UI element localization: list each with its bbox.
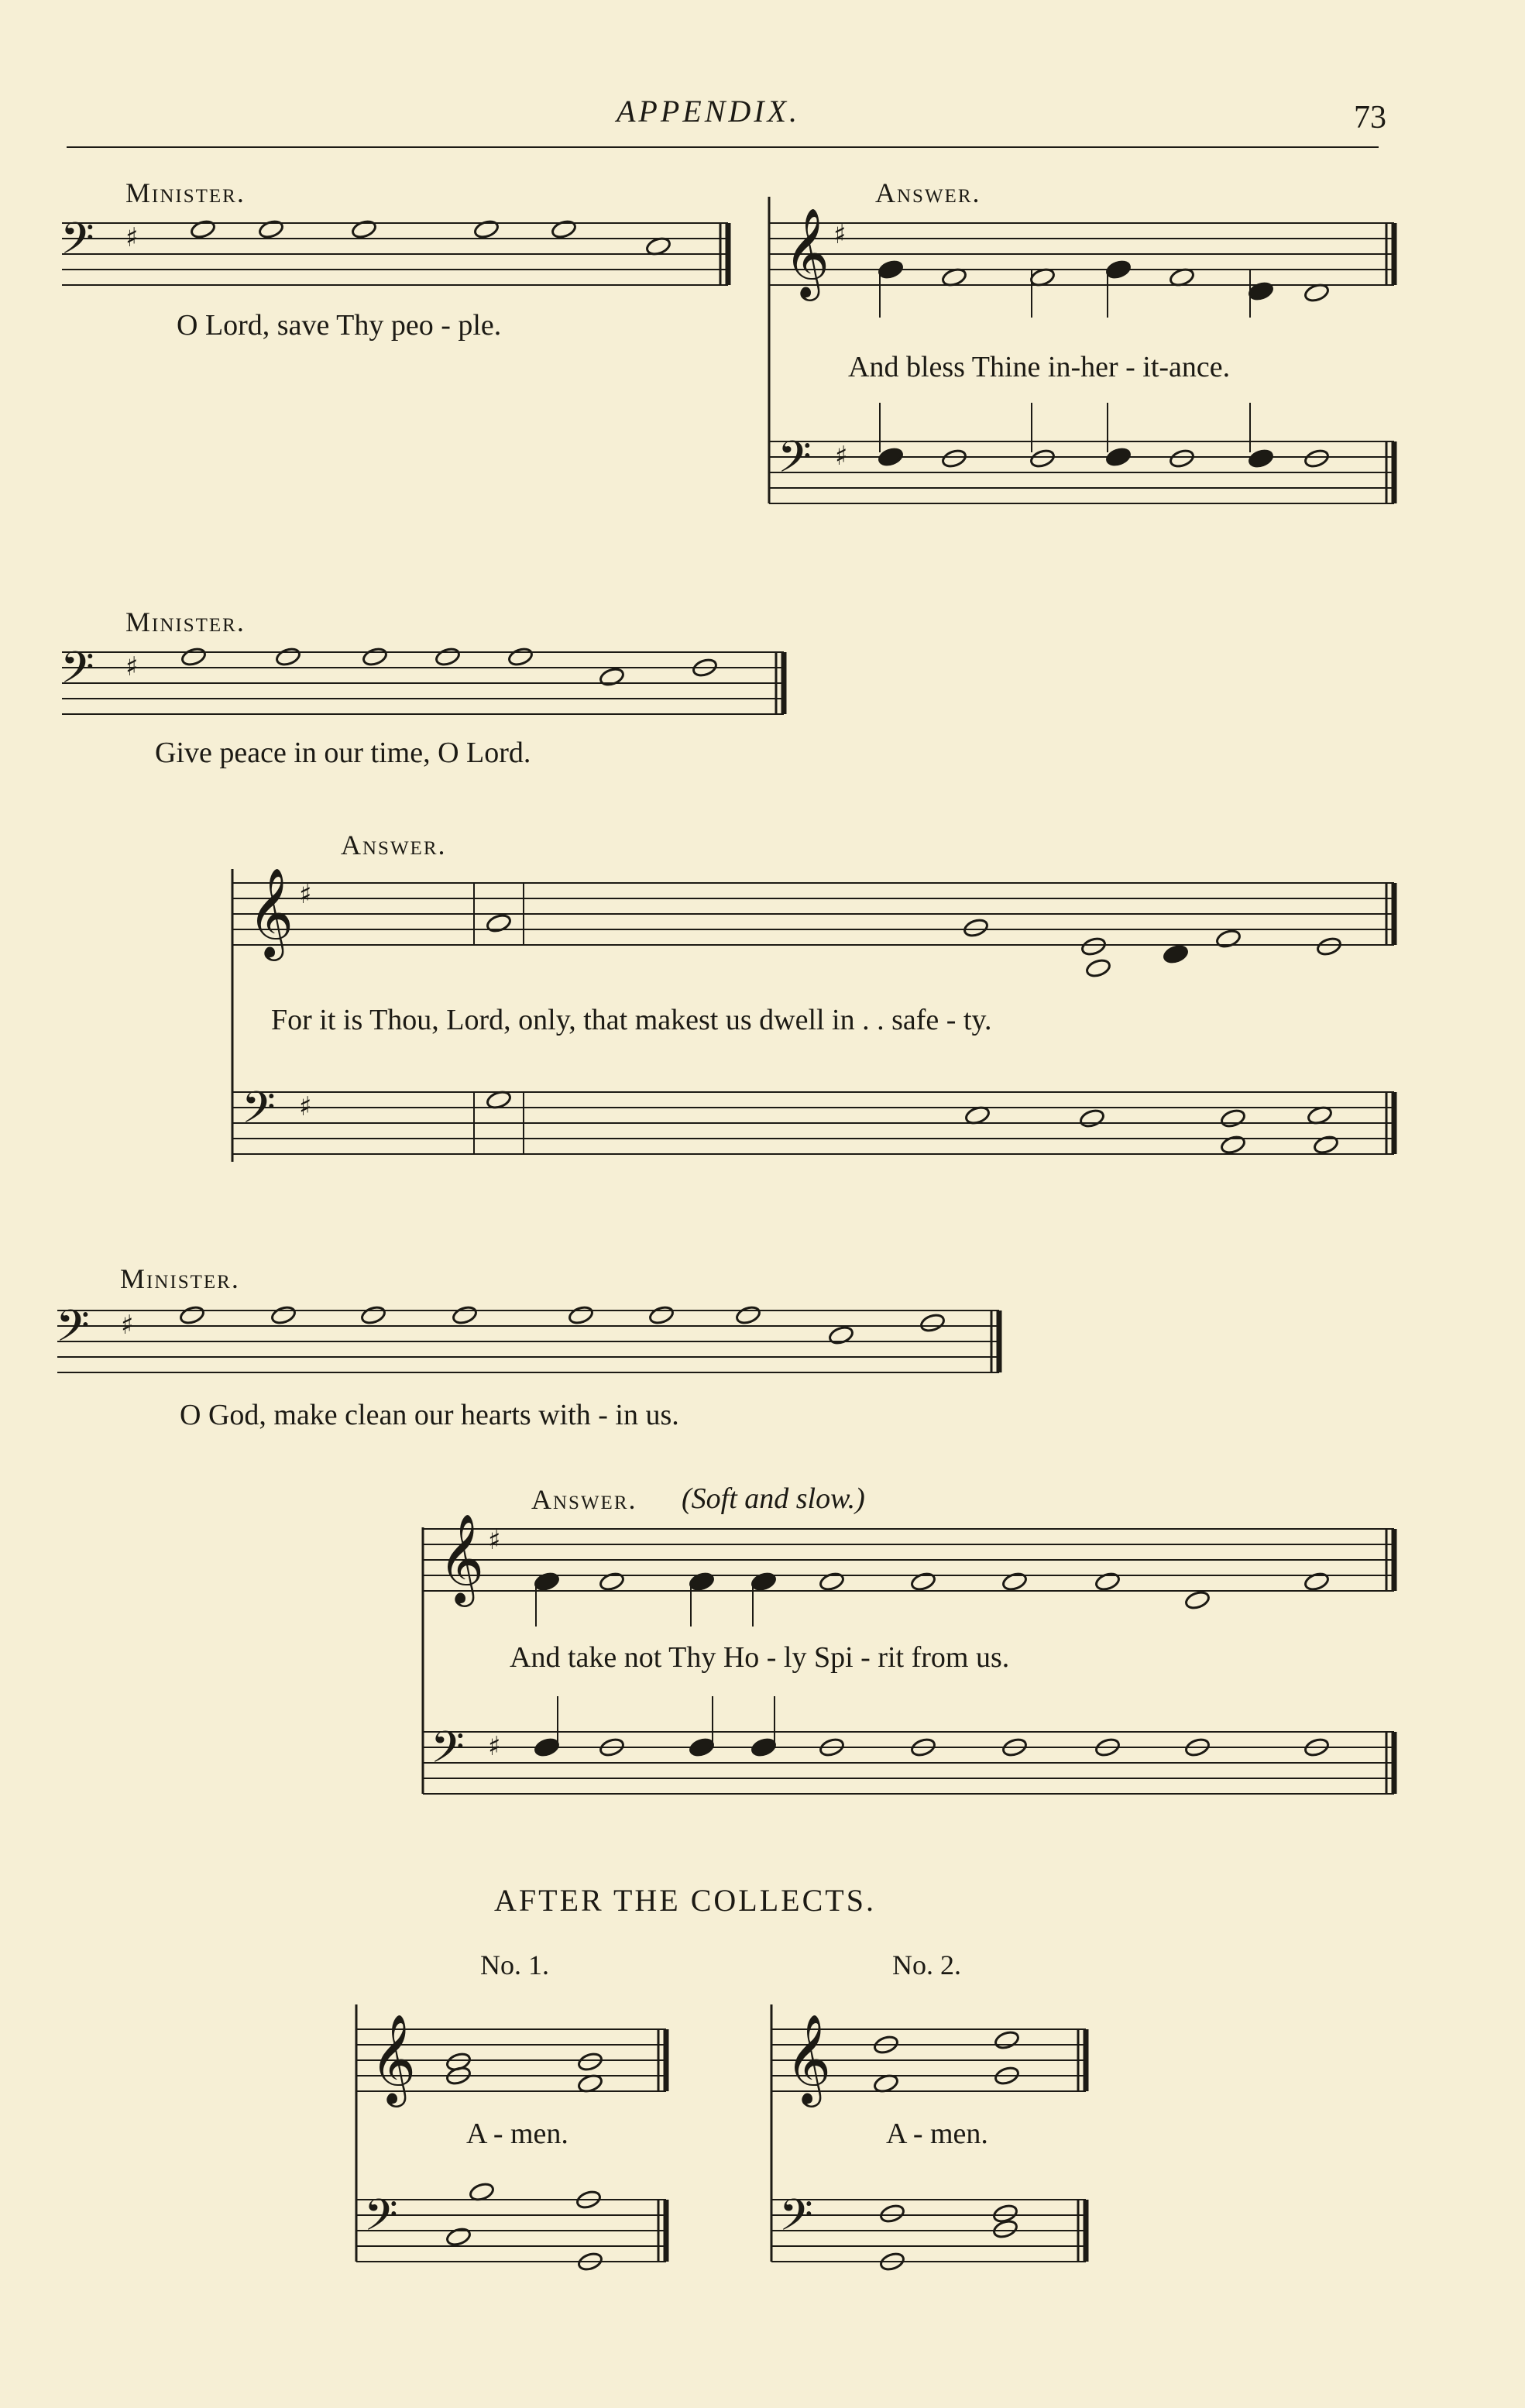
collect-number-1: No. 1. bbox=[480, 1949, 549, 1980]
lyrics-collect-1: A - men. bbox=[466, 2118, 568, 2150]
lyrics-answer-3: And take not Thy Ho - ly Spi - rit from us. bbox=[510, 1641, 1010, 1674]
lyrics-minister-2: Give peace in our time, O Lord. bbox=[155, 737, 531, 769]
section-heading-after-collects: AFTER THE COLLECTS. bbox=[494, 1883, 876, 1918]
key-signature-sharp: ♯ bbox=[299, 879, 312, 910]
whole-note bbox=[362, 646, 388, 667]
quarter-note bbox=[534, 1571, 560, 1592]
whole-note bbox=[1215, 928, 1242, 949]
bass-clef: 𝄢 bbox=[431, 1723, 465, 1784]
whole-note bbox=[270, 1304, 297, 1325]
lyrics-answer-2: For it is Thou, Lord, only, that makest us dwell in . . safe - ty. bbox=[271, 1004, 992, 1036]
quarter-note bbox=[1163, 943, 1189, 964]
lyrics-answer-1: And bless Thine in-her - it-ance. bbox=[848, 351, 1231, 383]
whole-note bbox=[577, 2051, 603, 2072]
role-label-minister-1: Minister. bbox=[125, 177, 246, 208]
whole-note bbox=[828, 1324, 854, 1345]
whole-note bbox=[434, 646, 461, 667]
whole-note bbox=[452, 1304, 478, 1325]
whole-note bbox=[648, 1304, 675, 1325]
lyrics-minister-1: O Lord, save Thy peo - ple. bbox=[177, 309, 502, 342]
page-header-title: APPENDIX. bbox=[617, 94, 801, 129]
whole-note bbox=[599, 1571, 625, 1592]
bass-clef: 𝄢 bbox=[60, 643, 94, 704]
whole-note bbox=[994, 2029, 1020, 2050]
whole-note bbox=[1303, 1571, 1330, 1592]
whole-note bbox=[1169, 448, 1195, 469]
whole-note bbox=[941, 448, 967, 469]
whole-note bbox=[1220, 1134, 1246, 1155]
lyrics-minister-3: O God, make clean our hearts with - in us. bbox=[180, 1399, 679, 1431]
quarter-note bbox=[878, 259, 904, 280]
whole-note bbox=[1001, 1571, 1028, 1592]
quarter-note bbox=[750, 1736, 777, 1757]
whole-note bbox=[258, 218, 284, 239]
bass-clef: 𝄢 bbox=[778, 432, 812, 493]
whole-note bbox=[486, 912, 512, 933]
bass-clef: 𝄢 bbox=[56, 1301, 90, 1362]
bass-clef: 𝄢 bbox=[60, 214, 94, 275]
whole-note bbox=[473, 218, 500, 239]
whole-note bbox=[551, 218, 577, 239]
key-signature-sharp: ♯ bbox=[299, 1091, 312, 1122]
whole-note bbox=[1080, 936, 1107, 957]
whole-note bbox=[735, 1304, 761, 1325]
whole-note bbox=[1220, 1108, 1246, 1128]
quarter-note bbox=[689, 1736, 715, 1757]
role-label-minister-2: Minister. bbox=[125, 606, 246, 637]
role-label-answer-3: Answer. bbox=[531, 1484, 637, 1515]
whole-note bbox=[1184, 1589, 1211, 1610]
lyrics-collect-2: A - men. bbox=[886, 2118, 988, 2150]
whole-note bbox=[819, 1571, 845, 1592]
whole-note bbox=[1316, 936, 1342, 957]
key-signature-sharp: ♯ bbox=[488, 1525, 501, 1556]
whole-note bbox=[992, 2218, 1018, 2239]
whole-note bbox=[179, 1304, 205, 1325]
bass-clef: 𝄢 bbox=[779, 2190, 813, 2252]
whole-note bbox=[1303, 448, 1330, 469]
key-signature-sharp: ♯ bbox=[833, 219, 847, 250]
key-signature-sharp: ♯ bbox=[125, 651, 139, 682]
whole-note bbox=[1029, 448, 1056, 469]
treble-clef: 𝄞 bbox=[785, 2013, 832, 2104]
key-signature-sharp: ♯ bbox=[121, 1310, 134, 1341]
bass-clef: 𝄢 bbox=[242, 1083, 276, 1144]
treble-clef: 𝄞 bbox=[370, 2013, 417, 2104]
quarter-note bbox=[1248, 448, 1274, 469]
whole-note bbox=[599, 666, 625, 687]
whole-note bbox=[1313, 1134, 1339, 1155]
performance-direction: (Soft and slow.) bbox=[682, 1482, 865, 1515]
whole-note bbox=[919, 1312, 946, 1333]
whole-note bbox=[879, 2203, 905, 2224]
quarter-note bbox=[750, 1571, 777, 1592]
role-label-answer-2: Answer. bbox=[341, 830, 447, 860]
treble-clef: 𝄞 bbox=[784, 207, 830, 297]
role-label-minister-3: Minister. bbox=[120, 1263, 240, 1294]
quarter-note bbox=[1105, 259, 1132, 280]
whole-note bbox=[445, 2226, 472, 2247]
whole-note bbox=[360, 1304, 386, 1325]
bass-clef: 𝄢 bbox=[364, 2190, 398, 2252]
whole-note bbox=[963, 917, 989, 938]
quarter-note bbox=[534, 1736, 560, 1757]
whole-note bbox=[180, 646, 207, 667]
key-signature-sharp: ♯ bbox=[835, 441, 848, 472]
treble-clef: 𝄞 bbox=[438, 1513, 485, 1603]
whole-note bbox=[1079, 1108, 1105, 1128]
whole-note bbox=[507, 646, 534, 667]
quarter-note bbox=[878, 446, 904, 467]
treble-clef: 𝄞 bbox=[248, 867, 294, 957]
quarter-note bbox=[1105, 446, 1132, 467]
role-label-answer-1: Answer. bbox=[875, 177, 981, 208]
whole-note bbox=[1085, 957, 1111, 978]
whole-note bbox=[1094, 1571, 1121, 1592]
quarter-note bbox=[689, 1571, 715, 1592]
collect-number-2: No. 2. bbox=[892, 1949, 961, 1980]
whole-note bbox=[568, 1304, 594, 1325]
key-signature-sharp: ♯ bbox=[488, 1731, 501, 1762]
quarter-note bbox=[1248, 280, 1274, 301]
page-number: 73 bbox=[1354, 100, 1386, 136]
key-signature-sharp: ♯ bbox=[125, 222, 139, 253]
whole-note bbox=[190, 218, 216, 239]
whole-note bbox=[910, 1571, 936, 1592]
whole-note bbox=[275, 646, 301, 667]
whole-note bbox=[351, 218, 377, 239]
